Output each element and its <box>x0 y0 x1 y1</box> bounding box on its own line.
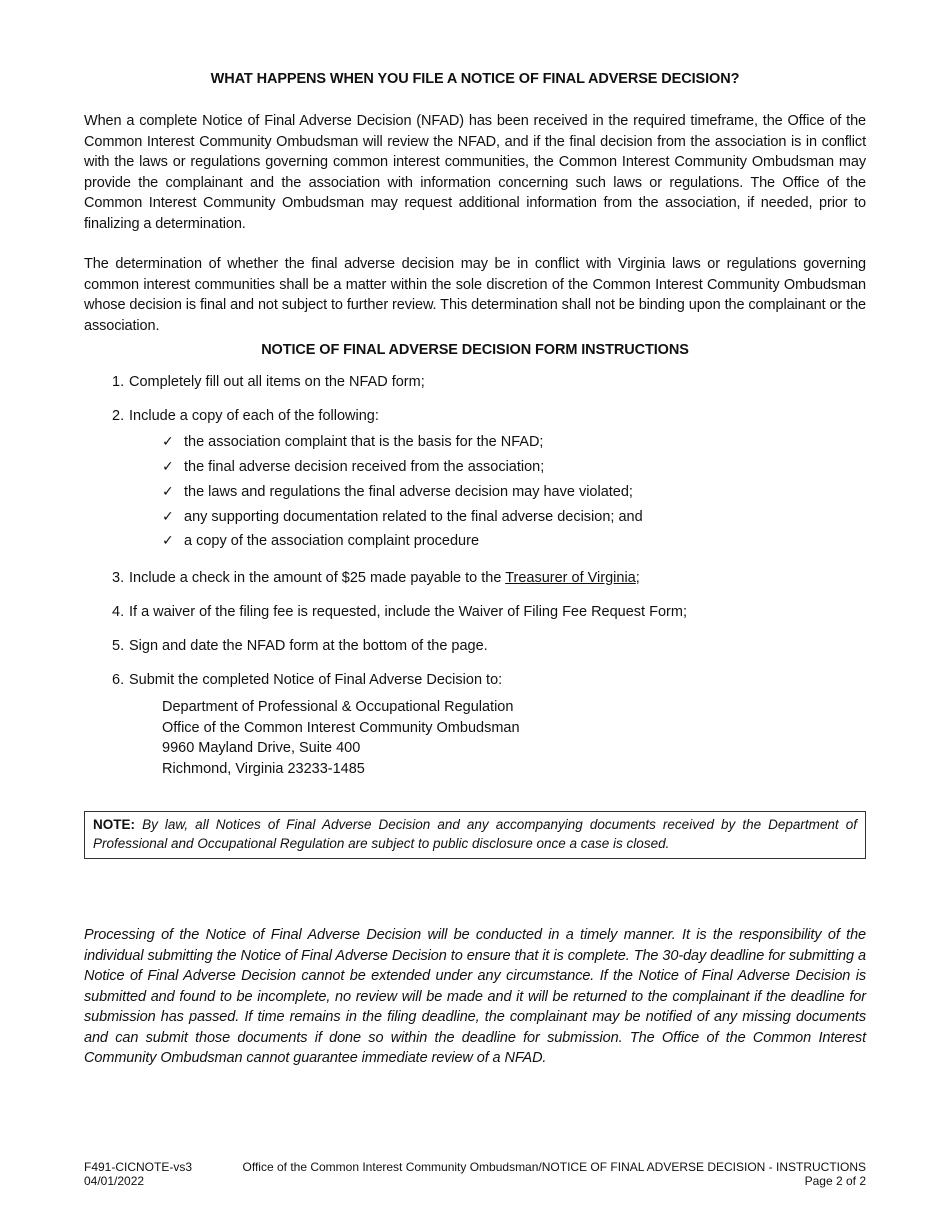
step-number: 3. <box>112 570 125 586</box>
note-text: By law, all Notices of Final Adverse Decision and any accompanying documents received by the Department of Professional and Occupational Regulation are subject to public disclosure once a case is closed. <box>93 817 857 851</box>
step-number: 2. <box>112 408 125 424</box>
paragraph-review-process: When a complete Notice of Final Adverse Decision (NFAD) has been received in the required timeframe, the Office of the Common Interest Community Ombudsman will review the NFAD, and if the final decision from the association is in conflict with the laws or regulations governing common interest communities, the Common Interest Community Ombudsman may provide the complainant and the association with information concerning such laws or regulations. The Office of the Common Interest Community Ombudsman may request additional information from the association, if needed, prior to finalizing a determination. <box>84 113 866 232</box>
checkmark-icon: ✓ <box>162 484 174 500</box>
step-number: 6. <box>112 672 125 688</box>
footer-date: 04/01/2022 <box>84 1174 145 1188</box>
section-heading-what-happens: WHAT HAPPENS WHEN YOU FILE A NOTICE OF FINAL ADVERSE DECISION? <box>210 71 740 87</box>
checklist-text: the final adverse decision received from the association; <box>184 459 545 475</box>
checklist-item <box>162 482 633 502</box>
checklist-text: any supporting documentation related to the final adverse decision; and <box>184 509 643 525</box>
instruction-step-3 <box>112 568 640 588</box>
step-text: Include a copy of each of the following: <box>129 408 379 424</box>
checkmark-icon: ✓ <box>162 533 174 549</box>
step-number: 4. <box>112 604 125 620</box>
address-line: Richmond, Virginia 23233-1485 <box>162 760 365 777</box>
checkmark-icon: ✓ <box>162 434 174 450</box>
address-line: Office of the Common Interest Community Ombudsman <box>162 719 520 736</box>
address-line: 9960 Mayland Drive, Suite 400 <box>162 740 361 756</box>
step-text: If a waiver of the filing fee is requested, include the Waiver of Filing Fee Request Form; <box>129 604 687 620</box>
checkmark-icon: ✓ <box>162 509 174 525</box>
paragraph-determination: The determination of whether the final adverse decision may be in conflict with Virginia laws or regulations governing common interest communities shall be a matter within the sole discretion of the Common Interest Community Ombudsman whose decision is final and not subject to further review. This determination shall not be binding upon the complainant or the association. <box>84 256 866 334</box>
checklist-item <box>162 531 479 551</box>
step-text-end: ; <box>635 570 640 586</box>
checklist-text: a copy of the association complaint procedure <box>184 533 480 549</box>
footer-form-info <box>84 1160 192 1188</box>
checklist-item <box>162 507 643 527</box>
section-heading-instructions: NOTICE OF FINAL ADVERSE DECISION FORM INSTRUCTIONS <box>261 342 689 358</box>
checklist-item <box>162 457 544 477</box>
treasurer-of-virginia-text: Treasurer of Virginia <box>505 570 636 586</box>
mailing-address <box>162 697 520 779</box>
disclosure-note-box <box>84 811 866 859</box>
step-number: 1. <box>112 374 125 390</box>
instruction-step-5 <box>112 636 488 656</box>
footer-form-id: F491-CICNOTE-vs3 <box>84 1160 193 1174</box>
checkmark-icon: ✓ <box>162 459 174 475</box>
processing-paragraph: Processing of the Notice of Final Adverse Decision will be conducted in a timely manner. It is the responsibility of the individual submitting the Notice of Final Adverse Decision to ensure that it is complete. The 30-day deadline for submitting a Notice of Final Adverse Decision cannot be extended under any circumstance. If the Notice of Final Adverse Decision is submitted and found to be incomplete, no review will be made and it will be returned to the complainant if the deadline for submission has passed. If time remains in the filing deadline, the complainant may be notified of any missing documents and can submit those documents if done so within the deadline for submission. The Office of the Common Interest Community Ombudsman cannot guarantee immediate review of a NFAD. <box>84 927 866 1066</box>
instruction-step-4 <box>112 602 687 622</box>
step-number: 5. <box>112 638 125 654</box>
instruction-step-1 <box>112 372 425 392</box>
instruction-step-2 <box>112 406 379 426</box>
step-text: Submit the completed Notice of Final Adverse Decision to: <box>129 672 503 688</box>
step-text: Sign and date the NFAD form at the bottom of the page. <box>129 638 488 654</box>
checklist-text: the association complaint that is the basis for the NFAD; <box>184 434 544 450</box>
address-line: Department of Professional & Occupational Regulation <box>162 699 514 715</box>
note-label: NOTE: <box>93 817 135 832</box>
checklist-text: the laws and regulations the final adverse decision may have violated; <box>184 484 633 500</box>
step-text: Completely fill out all items on the NFAD form; <box>129 374 425 390</box>
footer-page-number: Page 2 of 2 <box>804 1174 866 1188</box>
instruction-step-6 <box>112 670 502 690</box>
step-text: Include a check in the amount of $25 made payable to the <box>129 570 506 586</box>
checklist-item <box>162 432 543 452</box>
footer-title-block <box>243 1160 866 1188</box>
footer-title: Office of the Common Interest Community Ombudsman/NOTICE OF FINAL ADVERSE DECISION - INSTRUCTIONS <box>242 1160 866 1174</box>
